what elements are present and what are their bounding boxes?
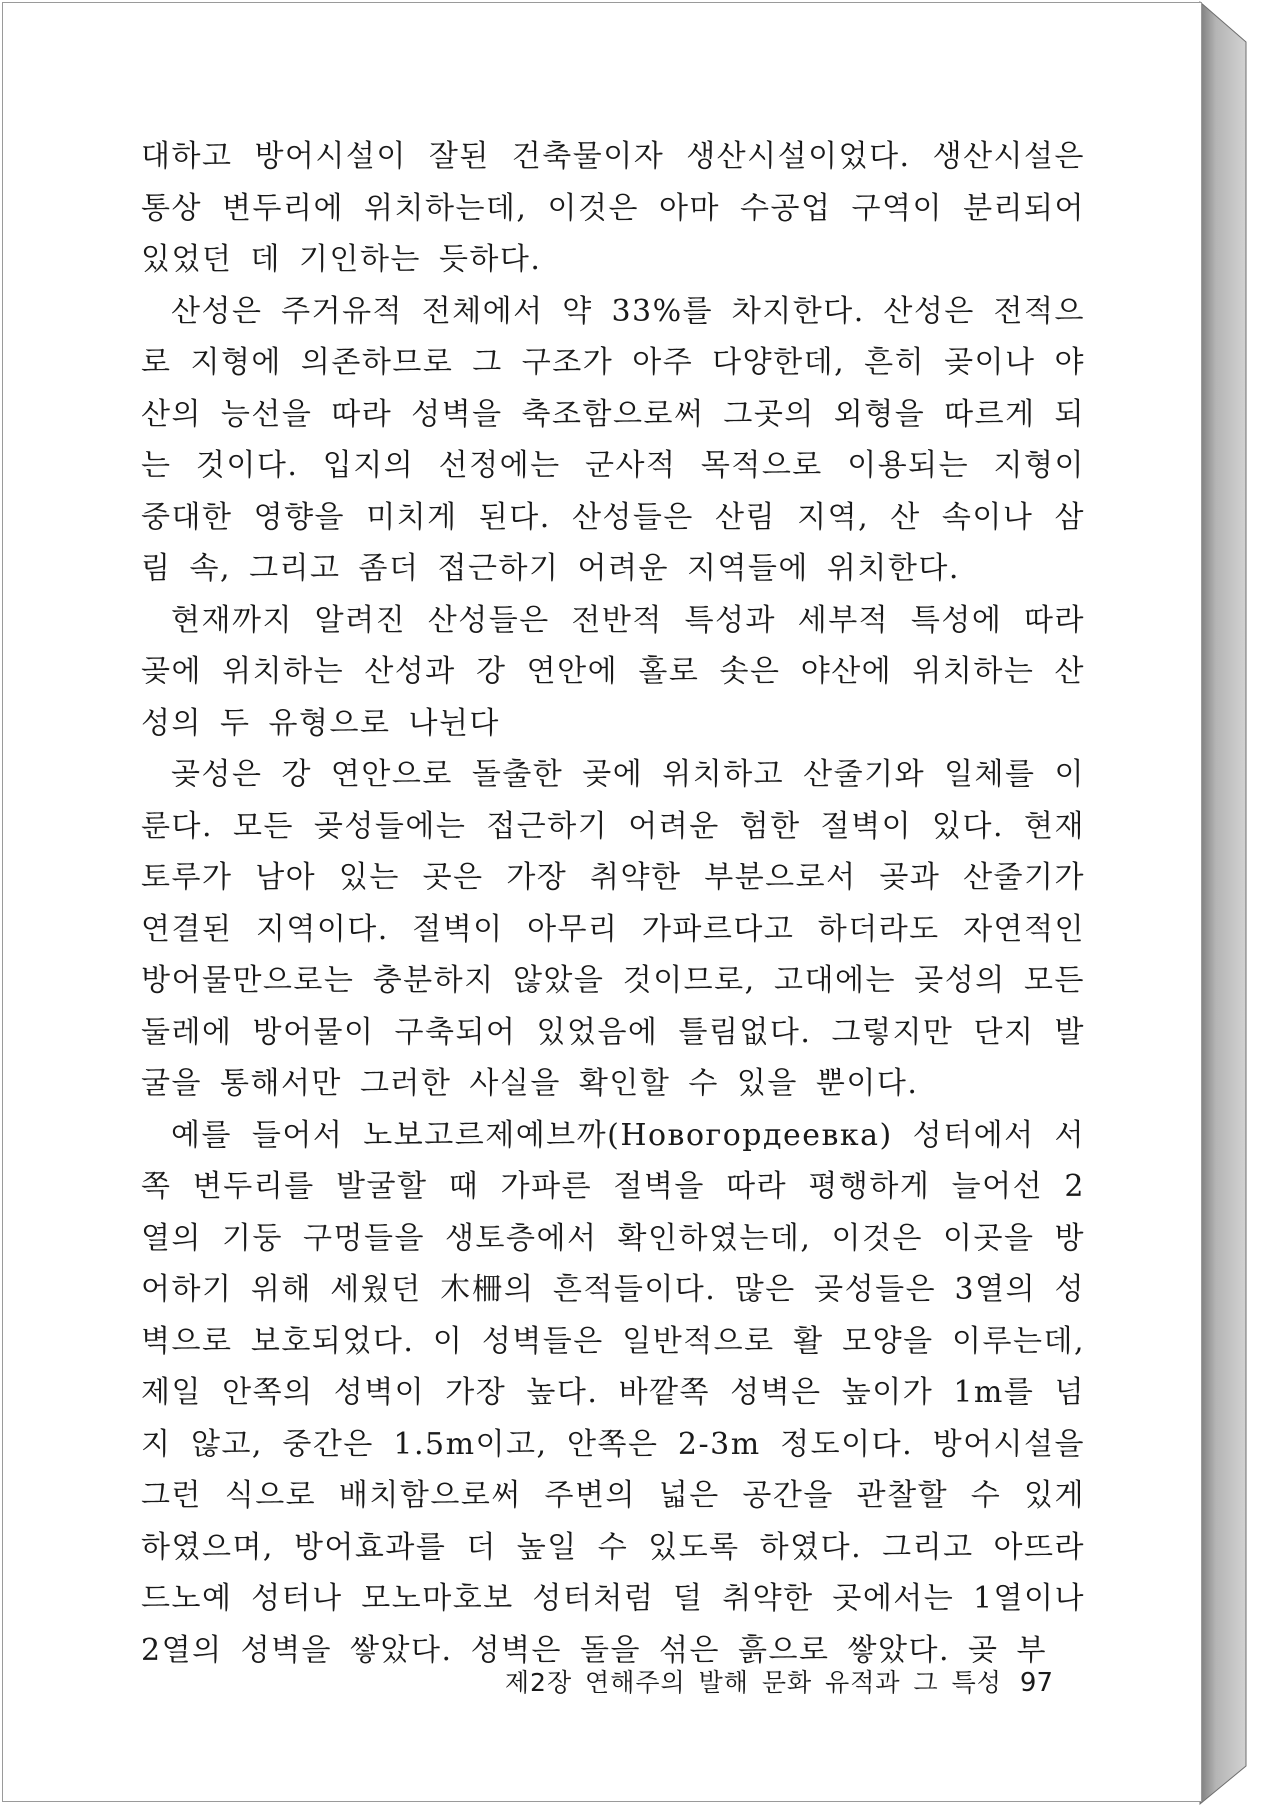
chapter-title: 제2장 연해주의 발해 문화 유적과 그 특성: [504, 1668, 1002, 1697]
paragraph-3: 현재까지 알려진 산성들은 전반적 특성과 세부적 특성에 따라 곶에 위치하는 산성과 강 연안에 홀로 솟은 야산에 위치하는 산성의 두 유형으로 나뉜다: [141, 602, 1085, 741]
book-page: [2, 2, 1202, 1802]
page-body: [141, 131, 1085, 1676]
paragraph-4: 곶성은 강 연안으로 돌출한 곶에 위치하고 산줄기와 일체를 이룬다. 모든 곶성들에는 접근하기 어려운 험한 절벽이 있다. 현재 토루가 남아 있는 곳은 가장 취약한 부분으로서 곶과 산줄기가 연결된 지역이다. 절벽이 아무리 가파르다고 하더라도 자연적인 방어물만으로는 충분하지 않았을 것이므로, 고대에는 곶성의 모든 둘레에 방어물이 구축되어 있었음에 틀림없다. 그렇지만 단지 발굴을 통해서만 그러한 사실을 확인할 수 있을 뿐이다.: [141, 757, 1085, 1101]
paragraph-1: 대하고 방어시설이 잘된 건축물이자 생산시설이었다. 생산시설은 통상 변두리에 위치하는데, 이것은 아마 수공업 구역이 분리되어 있었던 데 기인하는 듯하다.: [141, 139, 1085, 277]
paragraph-2: 산성은 주거유적 전체에서 약 33%를 차지한다. 산성은 전적으로 지형에 의존하므로 그 구조가 아주 다양한데, 흔히 곶이나 야산의 능선을 따라 성벽을 축조함으로써 그곳의 외형을 따르게 되는 것이다. 입지의 선정에는 군사적 목적으로 이용되는 지형이 중대한 영향을 미치게 된다. 산성들은 산림 지역, 산 속이나 삼림 속, 그리고 좀더 접근하기 어려운 지역들에 위치한다.: [141, 293, 1085, 586]
book-spine-shape: [1198, 0, 1258, 1806]
running-footer: [505, 1663, 1053, 1699]
page-number: 97: [1019, 1668, 1053, 1698]
book-spine: [1198, 0, 1258, 1806]
paragraph-5: 예를 들어서 노보고르제예브까(Новогордеевка) 성터에서 서쪽 변두리를 발굴할 때 가파른 절벽을 따라 평행하게 늘어선 2열의 기둥 구멍들을 생토층에서 확인하였는데, 이것은 이곳을 방어하기 위해 세웠던 木柵의 흔적들이다. 많은 곶성들은 3열의 성벽으로 보호되었다. 이 성벽들은 일반적으로 활 모양을 이루는데, 제일 안쪽의 성벽이 가장 높다. 바깥쪽 성벽은 높이가 1m를 넘지 않고, 중간은 1.5m이고, 안쪽은 2-3m 정도이다. 방어시설을 그런 식으로 배치함으로써 주변의 넓은 공간을 관찰할 수 있게 하였으며, 방어효과를 더 높일 수 있도록 하였다. 그리고 아뜨라드노예 성터나 모노마호보 성터처럼 덜 취약한 곳에서는 1열이나 2열의 성벽을 쌓았다. 성벽은 돌을 섞은 흙으로 쌓았다. 곶 부: [141, 1117, 1085, 1668]
